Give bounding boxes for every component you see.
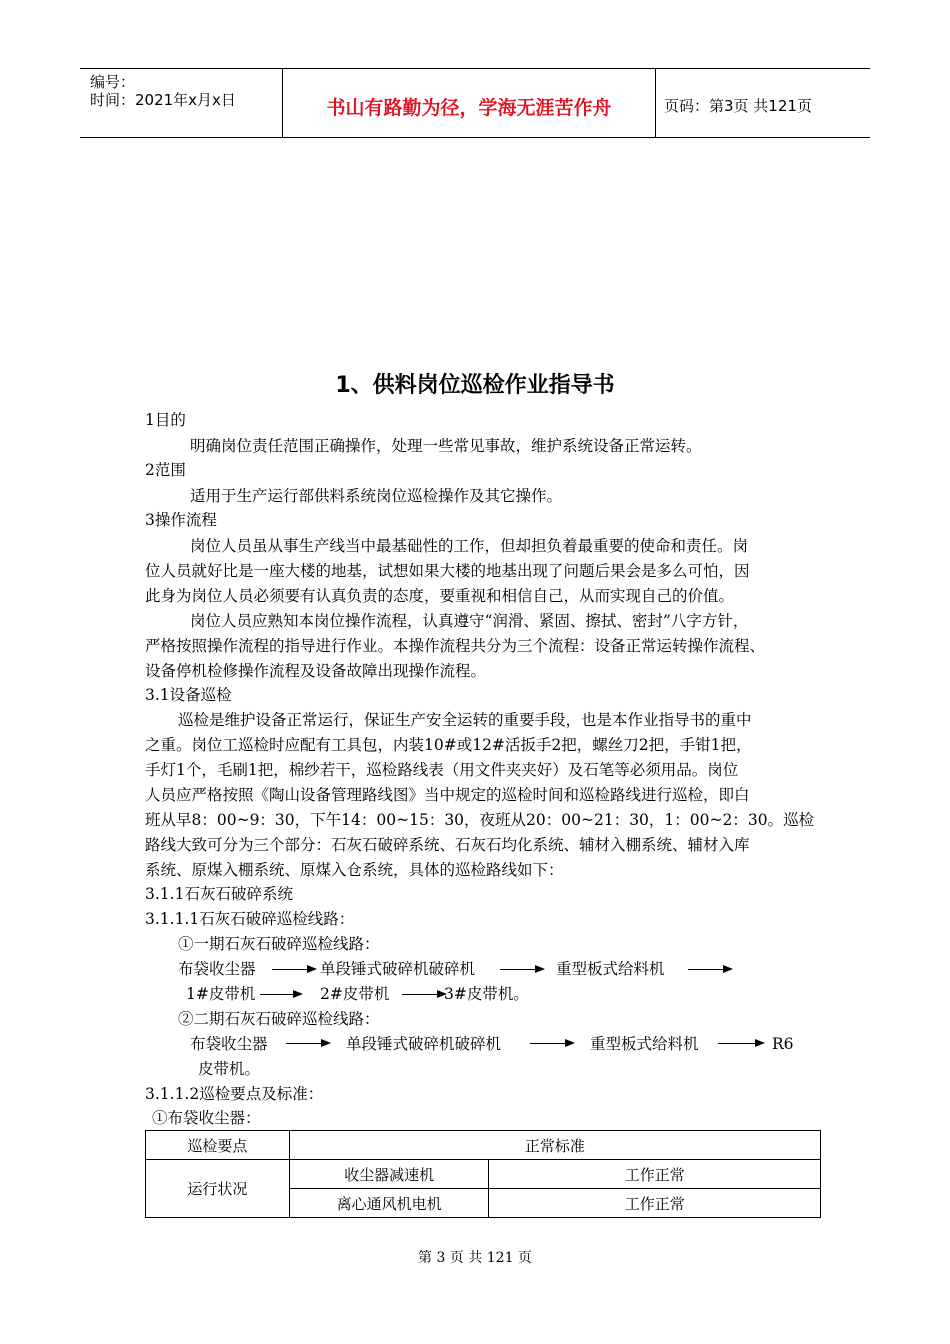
flow-arrow [402,994,444,995]
paragraph-line: 严格按照操作流程的指导进行作业。本操作流程共分为三个流程：设备正常运转操作流程、 [145,637,766,655]
paragraph-line: 设备停机检修操作流程及设备故障出现操作流程。 [145,662,487,680]
paragraph-line: 之重。岗位工巡检时应配有工具包，内装10#或12#活扳手2把，螺丝刀2把，手钳1把， [145,736,752,754]
paragraph-line: 路线大致可分为三个部分：石灰石破碎系统、石灰石均化系统、辅材入棚系统、辅材入库 [145,836,750,854]
section-heading: 2范围 [145,461,186,479]
header-page-cell [656,69,870,137]
flow-node: 单段锤式破碎机破碎机 [320,960,476,978]
header-meta-cell [80,69,283,137]
paragraph-line: 位人员就好比是一座大楼的地基，试想如果大楼的地基出现了问题后果会是多么可怕，因 [145,562,750,580]
document-date-label: 时间：2021年x月x日 [90,91,236,109]
flow-node: 皮带机。 [198,1060,261,1078]
table-cell: 工作正常 [489,1189,821,1218]
flow-arrow [260,994,300,995]
paragraph-line: 此身为岗位人员必须要有认真负责的态度，要重视和相信自己，从而实现自己的价值。 [145,587,735,605]
paragraph-line: 系统、原煤入棚系统、原煤入仓系统，具体的巡检路线如下： [145,861,564,879]
table-header-cell: 正常标准 [289,1131,820,1160]
flow-node: 3#皮带机。 [444,985,529,1003]
flow-arrow [500,969,542,970]
inspection-table [145,1130,821,1218]
document-title: 1、供料岗位巡检作业指导书 [335,373,615,398]
paragraph-line: 人员应严格按照《陶山设备管理路线图》当中规定的巡检时间和巡检路线进行巡检，即白 [145,786,750,804]
paragraph-line: 岗位人员应熟知本岗位操作流程，认真遵守“润滑、紧固、擦拭、密封”八字方针， [190,612,749,630]
paragraph-line: 手灯1个，毛刷1把，棉纱若干，巡检路线表（用文件夹夹好）及石笔等必须用品。岗位 [145,761,739,779]
page-footer: 第 3 页 共 121 页 [418,1250,532,1266]
header-motto-cell [283,69,656,137]
section-heading: 1目的 [145,411,186,429]
document-number-label: 编号： [90,73,136,91]
flow-node: R6 [772,1035,794,1053]
section-heading: 3操作流程 [145,511,217,529]
table-cell: 离心通风机电机 [289,1189,489,1218]
subsection-heading: 3.1设备巡检 [145,686,232,704]
item-heading: ①布袋收尘器： [152,1109,261,1127]
paragraph-line: 适用于生产运行部供料系统岗位巡检操作及其它操作。 [190,487,563,505]
page-header [80,68,870,138]
route-heading: ②二期石灰石破碎巡检线路： [178,1010,380,1028]
flow-node: 布袋收尘器 [178,960,256,978]
flow-arrow [272,969,314,970]
header-motto: 书山有路勤为径，学海无涯苦作舟 [326,97,612,119]
flow-arrow [688,969,730,970]
subsection-heading: 3.1.1.1石灰石破碎巡检线路： [145,910,355,928]
flow-node: 2#皮带机 [320,985,390,1003]
paragraph-line: 岗位人员虽从事生产线当中最基础性的工作，但却担负着最重要的使命和责任。岗 [190,537,749,555]
paragraph-line: 班从早8：00~9：30，下午14：00~15：30，夜班从20：00~21：30，1：00~2：30。巡检 [145,811,815,829]
flow-node: 单段锤式破碎机破碎机 [346,1035,502,1053]
paragraph-line: 巡检是维护设备正常运行，保证生产安全运转的重要手段，也是本作业指导书的重中 [178,711,752,729]
table-row [146,1160,821,1189]
table-header-cell: 巡检要点 [146,1131,290,1160]
flow-arrow [718,1043,762,1044]
header-page-info: 页码：第3页 共121页 [664,97,812,115]
flow-node: 1#皮带机 [186,985,256,1003]
table-page-break [143,1222,825,1232]
paragraph-line: 明确岗位责任范围正确操作，处理一些常见事故，维护系统设备正常运转。 [190,437,702,455]
subsection-heading: 3.1.1石灰石破碎系统 [145,885,293,903]
flow-arrow [530,1043,572,1044]
flow-node: 重型板式给料机 [556,960,665,978]
table-cell: 收尘器减速机 [289,1160,489,1189]
route-heading: ①一期石灰石破碎巡检线路： [178,935,380,953]
table-group-cell: 运行状况 [146,1160,290,1218]
flow-node: 布袋收尘器 [190,1035,268,1053]
subsection-heading: 3.1.1.2巡检要点及标准： [145,1085,324,1103]
flow-arrow [286,1043,328,1044]
table-cell: 工作正常 [489,1160,821,1189]
flow-node: 重型板式给料机 [590,1035,699,1053]
table-header-row [146,1131,821,1160]
